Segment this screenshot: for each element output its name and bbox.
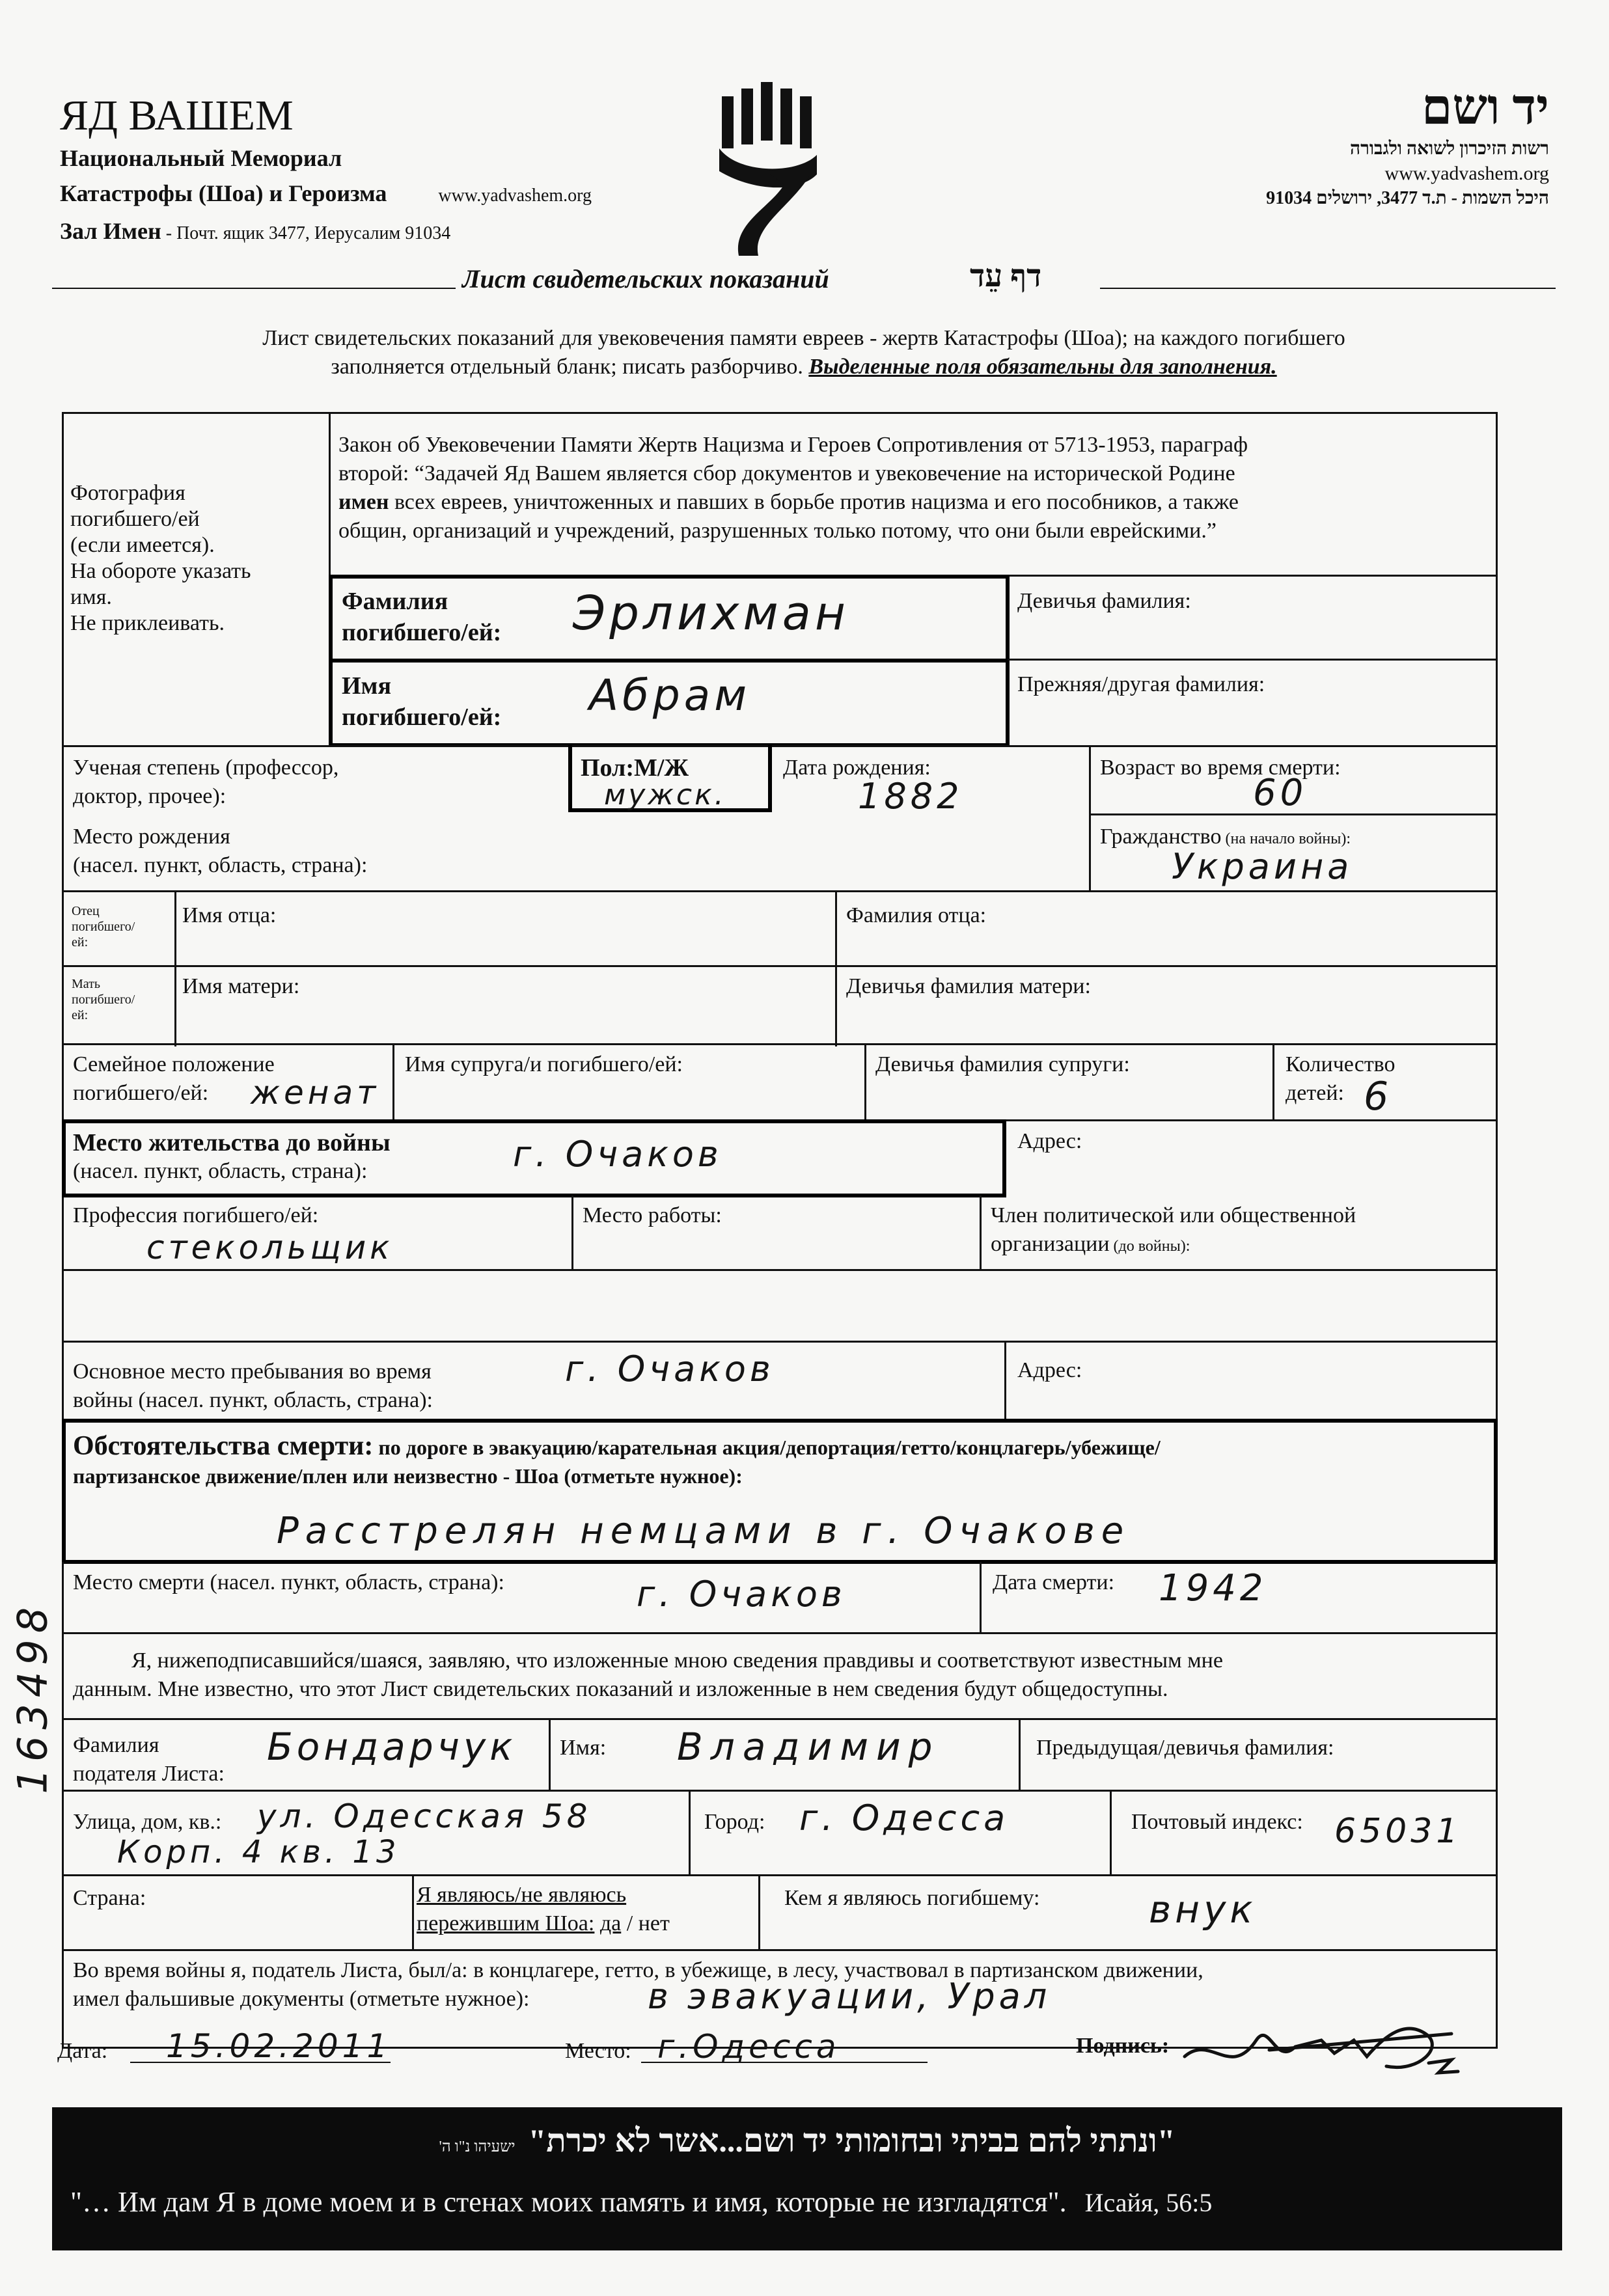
photo-text-1: Фотография: [70, 481, 186, 505]
mother-maiden-label: Девичья фамилия матери:: [846, 974, 1091, 998]
death-place-value[interactable]: г. Очаков: [637, 1574, 846, 1615]
submitter-street-value-2[interactable]: Корп. 4 кв. 13: [117, 1834, 400, 1870]
spouse-name-label: Имя супруга/и погибшего/ей:: [405, 1052, 683, 1076]
submitter-prev-label: Предыдущая/девичья фамилия:: [1036, 1736, 1334, 1760]
father-name-label: Имя отца:: [182, 903, 277, 927]
wartime-address-label: Адрес:: [1017, 1358, 1082, 1382]
survivor-line-1: Я являюсь/не являюсь: [417, 1883, 627, 1907]
submitter-surname-label-2: подателя Листа:: [73, 1762, 225, 1786]
victim-birth-date-label: Дата рождения:: [783, 756, 931, 780]
law-line-4: общин, организаций и учреждений, разрушенных только потому, что они были еврейскими.”: [338, 519, 1217, 543]
verse-ru: "… Им дам Я в доме моем и в стенах моих память и имя, которые не изгладятся".: [70, 2186, 1067, 2218]
verse-ru-row: [70, 2185, 1554, 2219]
member-label-2: организации: [991, 1232, 1110, 1256]
victim-surname-label-1: Фамилия: [342, 588, 448, 615]
death-circ-rest-2: партизанское движение/плен или неизвестно - Шоа (отметьте нужное):: [73, 1464, 743, 1488]
declaration-line-2: данным. Мне известно, что этот Лист свидетельских показаний и изложенные в нем сведения будут общедоступны.: [73, 1677, 1168, 1701]
victim-age-value[interactable]: 60: [1253, 772, 1308, 814]
hall-label: Зал Имен: [60, 218, 161, 244]
header-left: [60, 91, 698, 251]
submitter-country-label: Страна:: [73, 1886, 146, 1910]
law-line-3-bold: имен: [338, 490, 389, 514]
signature-label: Подпись:: [1076, 2034, 1170, 2058]
intro-line-1: Лист свидетельских показаний для увековечения памяти евреев - жертв Катастрофы (Шоа); на каждого погибшего: [262, 326, 1345, 350]
victim-surname-label: [342, 586, 501, 648]
victim-gender-label: Пол:М/Ж: [581, 754, 689, 782]
mother-side-1: Мать: [72, 977, 101, 991]
verse-he-row: [52, 2122, 1562, 2159]
intro-line-2-plain: заполняется отдельный бланк; писать разборчиво.: [331, 355, 809, 379]
residence-value[interactable]: г. Очаков: [513, 1134, 722, 1175]
wartime-place-label-2: войны (насел. пункт, область, страна):: [73, 1388, 433, 1412]
hall-row: [60, 213, 698, 251]
residence-address-label: Адрес:: [1017, 1129, 1082, 1153]
father-side-2: погибшего/: [72, 920, 135, 934]
org-subtitle-2: Катастрофы (Шоа) и Героизма: [60, 180, 387, 206]
submitter-wartime-line-1: Во время войны я, податель Листа, был/а: в концлагере, гетто, в убежище, в лесу, участвовал в партизанском движении,: [73, 1958, 1203, 1982]
death-circumstances-label: [73, 1430, 1485, 1490]
law-text: [338, 431, 1491, 545]
mother-name-label: Имя матери:: [182, 974, 300, 998]
death-circ-bold: Обстоятельства смерти:: [73, 1431, 374, 1461]
submitter-zip-value[interactable]: 65031: [1334, 1812, 1462, 1851]
father-side-3: ей:: [72, 935, 89, 950]
submitter-street-label: Улица, дом, кв.:: [73, 1810, 222, 1834]
victim-birthplace-label-2: (насел. пункт, область, страна):: [73, 853, 368, 877]
victim-citizenship-label-main: Гражданство: [1100, 825, 1222, 849]
victim-title-label: [73, 754, 338, 811]
relation-label: Кем я являюсь погибшему:: [784, 1886, 1040, 1910]
intro-line-2: [52, 353, 1556, 381]
victim-birthplace-label: [73, 823, 367, 880]
photo-text-4: На обороте указать: [70, 559, 251, 583]
org-name-ru: ЯД ВАШЕМ: [60, 92, 294, 139]
victim-title-label-2: доктор, прочее):: [73, 784, 227, 808]
submitter-name-label: Имя:: [560, 1736, 607, 1760]
submitter-wartime-line-2: имел фальшивые документы (отметьте нужное):: [73, 1987, 530, 2011]
survivor-block: [417, 1881, 670, 1938]
children-label-1: Количество: [1286, 1052, 1396, 1076]
mother-side-3: ей:: [72, 1008, 89, 1022]
member-label-2-row: [991, 1230, 1356, 1259]
death-date-label: Дата смерти:: [993, 1570, 1115, 1594]
verse-ref: Исайя, 56:5: [1084, 2188, 1213, 2217]
profession-value[interactable]: стекольщик: [146, 1229, 394, 1266]
intro-text: [52, 324, 1556, 381]
org-subtitle-row: [60, 176, 698, 213]
margin-number: 163498: [8, 1600, 57, 1794]
victim-gender-value[interactable]: мужск.: [604, 778, 726, 812]
photo-text-3: (если имеется).: [70, 533, 215, 557]
mother-side-label: [72, 976, 135, 1023]
member-note: (до войны):: [1109, 1238, 1190, 1255]
place-label: Место:: [565, 2039, 631, 2063]
photo-box: [70, 480, 324, 636]
submitter-surname-label: [73, 1731, 225, 1788]
victim-name-value[interactable]: Абрам: [589, 670, 750, 720]
survivor-line-2: [417, 1909, 670, 1938]
yad-vashem-logo: [713, 77, 830, 259]
victim-age-label: Возраст во время смерти:: [1100, 756, 1341, 780]
victim-title-label-1: Ученая степень (профессор,: [73, 756, 339, 780]
org-subtitle-1: Национальный Мемориал: [60, 145, 342, 171]
law-line-3: [338, 488, 1491, 517]
submitter-surname-value[interactable]: Бондарчук: [267, 1725, 517, 1769]
law-line-1: Закон об Увековечении Памяти Жертв Нацизма и Героев Сопротивления от 5713-1953, параграф: [338, 433, 1248, 457]
law-line-2: второй: “Задачей Яд Вашем является сбор документов и увековечение на исторической Родине: [338, 461, 1235, 485]
father-side-label: [72, 903, 135, 950]
victim-citizenship-value[interactable]: Украина: [1172, 846, 1353, 887]
wartime-place-value[interactable]: г. Очаков: [565, 1348, 775, 1389]
workplace-label: Место работы:: [583, 1203, 722, 1227]
header-right: [1041, 78, 1549, 211]
death-circ-rest-1: по дороге в эвакуацию/карательная акция/депортация/гетто/концлагерь/убежище/: [373, 1436, 1161, 1459]
submitter-wartime-value[interactable]: в эвакуации, Урал: [648, 1976, 1051, 2017]
relation-value[interactable]: внук: [1149, 1887, 1257, 1932]
hall-address: - Почт. ящик 3477, Иерусалим 91034: [161, 223, 451, 243]
law-line-3-rest: всех евреев, уничтоженных и павших в борьбе против нацизма и его пособников, а также: [389, 490, 1239, 514]
wartime-place-label: [73, 1358, 433, 1415]
survivor-line-2a: пережившим Шоа:: [417, 1911, 595, 1935]
title-rule-right: [1100, 288, 1556, 289]
submitter-city-label: Город:: [704, 1810, 765, 1834]
submitter-surname-label-1: Фамилия: [73, 1733, 159, 1757]
marital-label: [73, 1050, 275, 1108]
verse-banner: [52, 2107, 1562, 2250]
residence-label-1: Место жительства до войны: [73, 1129, 391, 1156]
father-surname-label: Фамилия отца:: [846, 903, 987, 927]
victim-maiden-label: Девичья фамилия:: [1017, 589, 1191, 613]
death-date-value[interactable]: 1942: [1159, 1567, 1267, 1609]
website-right[interactable]: www.yadvashem.org: [1384, 163, 1549, 184]
intro-line-2-emph: Выделенные поля обязательны для заполнения.: [808, 355, 1277, 379]
photo-text-2: погибшего/ей: [70, 507, 200, 531]
death-circumstances-value[interactable]: Расстрелян немцами в г. Очакове: [277, 1510, 1131, 1552]
place-value[interactable]: г.Одесса: [657, 2028, 840, 2066]
date-value[interactable]: 15.02.2011: [166, 2027, 392, 2065]
photo-text-6: Не приклеивать.: [70, 611, 225, 635]
survivor-no-option[interactable]: нет: [638, 1911, 670, 1935]
father-side-1: Отец: [72, 904, 100, 918]
verse-he-ref: ישעיהו נ"ו ה': [439, 2139, 516, 2155]
signature-icon: [1172, 1995, 1471, 2086]
hall-he: היכל השמות - ת.ד 3477, ירושלים 91034: [1266, 188, 1549, 208]
victim-citizenship-note: (на начало войны):: [1221, 830, 1351, 847]
victim-prev-surname-label: Прежняя/другая фамилия:: [1017, 672, 1265, 696]
mother-side-2: погибшего/: [72, 992, 135, 1007]
org-name-he: יד ושם: [1421, 80, 1549, 135]
submitter-city-value[interactable]: г. Одесса: [799, 1797, 1010, 1838]
declaration-text: [73, 1647, 1492, 1704]
sheet-title: Лист свидетельских показаний: [462, 264, 829, 294]
submitter-name-value[interactable]: Владимир: [677, 1725, 941, 1769]
title-rule-left: [52, 288, 456, 289]
profession-label: Профессия погибшего/ей:: [73, 1203, 319, 1227]
survivor-yes-option[interactable]: да: [599, 1911, 622, 1935]
submitter-zip-label: Почтовый индекс:: [1131, 1810, 1303, 1834]
victim-birth-date-value[interactable]: 1882: [858, 776, 963, 817]
victim-birthplace-label-1: Место рождения: [73, 825, 230, 849]
member-label-1: Член политической или общественной: [991, 1203, 1356, 1227]
death-place-label: Место смерти (насел. пункт, область, страна):: [73, 1570, 504, 1594]
victim-name-label-2: погибшего/ей:: [342, 704, 502, 731]
residence-label: [73, 1128, 391, 1186]
submitter-street-value-1[interactable]: ул. Одесская 58: [257, 1797, 592, 1835]
victim-surname-value[interactable]: Эрлихман: [573, 586, 849, 640]
marital-label-2: погибшего/ей:: [73, 1081, 209, 1105]
survivor-separator: /: [621, 1911, 639, 1935]
children-value[interactable]: 6: [1364, 1074, 1393, 1119]
spouse-maiden-label: Девичья фамилия супруги:: [875, 1052, 1130, 1076]
victim-name-label-1: Имя: [342, 672, 391, 700]
victim-name-label: [342, 670, 501, 733]
date-label: Дата:: [57, 2039, 108, 2063]
children-label-2: детей:: [1286, 1081, 1344, 1105]
photo-text-5: имя.: [70, 585, 112, 609]
residence-label-2: (насел. пункт, область, страна):: [73, 1159, 368, 1183]
victim-surname-label-2: погибшего/ей:: [342, 619, 502, 646]
sheet-title-he: דף עֵד: [970, 259, 1042, 294]
declaration-line-1: Я, нижеподписавшийся/шаяся, заявляю, что изложенные мною сведения правдивы и соответствуют известным мне: [131, 1648, 1223, 1673]
member-label: [991, 1201, 1356, 1259]
verse-he: "ונתתי להם בביתי ובחומותי יד ושם...אשר לא יכרת": [528, 2122, 1176, 2159]
website-left[interactable]: www.yadvashem.org: [438, 185, 592, 206]
death-circ-line-1: [73, 1430, 1485, 1462]
marital-label-1: Семейное положение: [73, 1052, 275, 1076]
wartime-place-label-1: Основное место пребывания во время: [73, 1360, 432, 1384]
org-subtitle-he: רשות הזיכרון לשואה ולגבורה: [1349, 139, 1549, 159]
marital-value[interactable]: женат: [251, 1074, 380, 1112]
